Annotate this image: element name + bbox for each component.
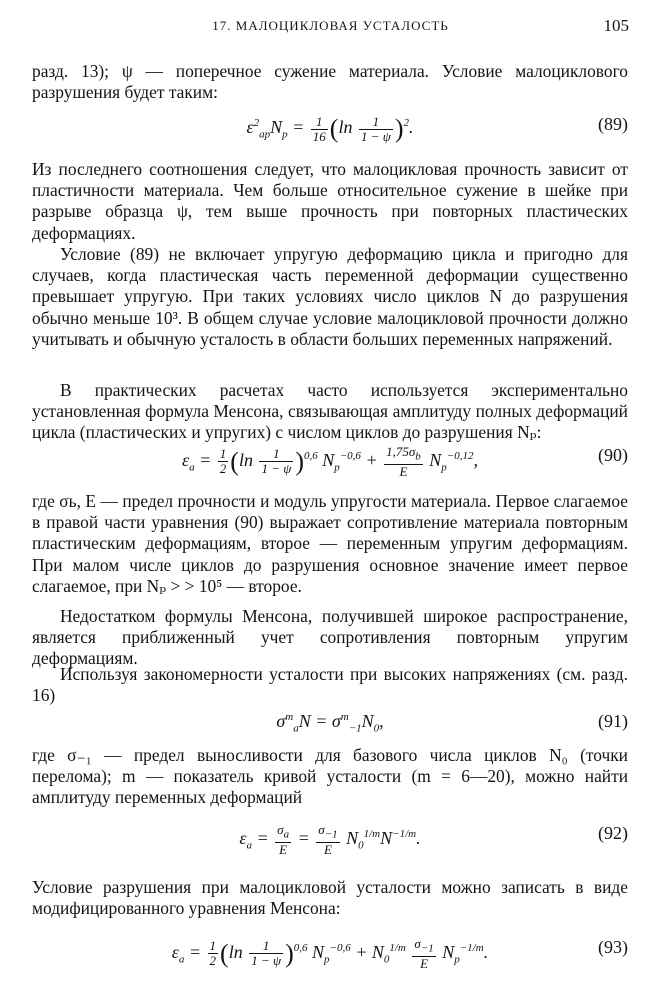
chapter-title: 17. МАЛОЦИКЛОВАЯ УСТАЛОСТЬ [212,18,449,33]
equation-92-expression: $\varepsilon_a$ = $\frac{\sigma_a}{E}$ = $\frac{\sigma_{-1}}{E}$ $N_0^{1/m}N^{-1/m}$. [239,822,421,857]
equation-89-expression: $\varepsilon^2_{ap}N_p$ = $\frac{1}{16}$ (ln $\frac{1}{1 - \psi}$ )$^2$. [246,113,414,144]
paragraph-8: где σ₋₁ — предел выносливости для базового числа циклов N₀ (точки перелома); m — показатель кривой усталости (m = 6—20), можно найти амплитуду переменных деформаций [32,745,628,808]
equation-89 [32,106,628,150]
paragraph-5: где σь, E — предел прочности и модуль упругости материала. Первое слагаемое в правой части уравнения (90) выражает сопротивление материала повторным пластическим деформациям, второе — переменным упругим деформациям. При малом числе циклов до разрушения основное значение имеет первое слагаемое, при Nₚ > > 10⁵ — второе. [32,491,628,596]
equation-90 [32,437,628,481]
paragraph-3: Условие (89) не включает упругую деформацию цикла и пригодно для случаев, когда пластическая часть переменной деформации существенно превышает упругую. При таких условиях число циклов N до разрушения обычно меньше 10³. В общем случае условие малоцикловой прочности должно учитывать и обычную усталость в области больших переменных напряжений. [32,244,628,349]
equation-89-number: (89) [598,114,628,134]
running-header [32,18,629,40]
paragraph-4: В практических расчетах часто используется экспериментально установленная формула Менсона, связывающая амплитуду полных деформаций цикла (пластических и упругих) с числом циклов до разрушения Nₚ: [32,380,628,443]
equation-90-expression: $\varepsilon_a$ = $\frac{1}{2}$ (ln $\frac{1}{1 - \psi}$ )$^{0,6}$ $N_p^{-0,6}$ + $\frac{1,75\sigma_b}{E}$ $N_p^{-0,12}$, [182,444,478,479]
paragraph-6: Недостатком формулы Менсона, получившей широкое распространение, является приближенный учет сопротивления повторным упругим деформациям. [32,606,628,669]
equation-93-expression: $\varepsilon_a$ = $\frac{1}{2}$ (ln $\frac{1}{1 - \psi}$ )$^{0,6}$ $N_p^{-0,6} + N_0^{1/m}$ $\frac{\sigma_{-1}}{E}$ $N_p^{-1/m}$. [171,936,489,971]
equation-90-number: (90) [598,445,628,465]
paragraph-7: Используя закономерности усталости при высоких напряжениях (см. разд. 16) [32,664,628,706]
equation-92 [32,815,628,859]
equation-92-number: (92) [598,823,628,843]
equation-91-expression: $\sigma^m_aN = \sigma^m_{-1}N_0$, [276,711,384,735]
equation-91-number: (91) [598,711,628,731]
paragraph-9: Условие разрушения при малоцикловой усталости можно записать в виде модифицированного уравнения Менсона: [32,877,628,919]
paragraph-2: Из последнего соотношения следует, что малоцикловая прочность зависит от пластичности материала. Чем больше относительное сужение в шейке при разрыве образца ψ, тем выше прочность при повторных пластических деформациях. [32,159,628,243]
page-number: 105 [603,16,629,35]
paragraph-1: разд. 13); ψ — поперечное сужение материала. Условие малоциклового разрушения будет таким: [32,61,628,103]
equation-93-number: (93) [598,937,628,957]
equation-91 [32,703,628,747]
equation-93 [32,929,628,973]
